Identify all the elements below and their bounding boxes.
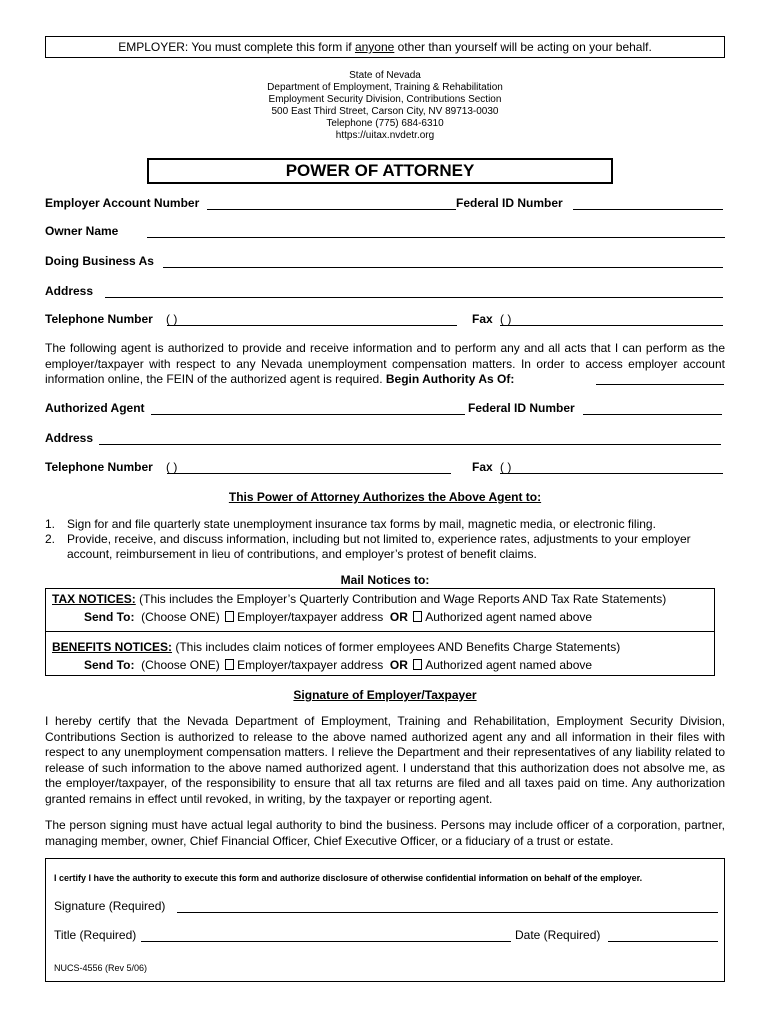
tax-employer-checkbox[interactable] [225, 611, 234, 622]
banner-suffix: other than yourself will be acting on your behalf. [394, 40, 652, 54]
employer-federal-id-field[interactable] [573, 209, 723, 210]
agent-federal-id-label: Federal ID Number [468, 401, 575, 415]
employer-account-label: Employer Account Number [45, 196, 200, 210]
dba-row [45, 254, 725, 270]
date-field[interactable] [608, 941, 718, 942]
signature-label: Signature (Required) [54, 899, 166, 913]
title-field[interactable] [141, 941, 511, 942]
employer-fax-field[interactable] [500, 325, 723, 326]
agent-fax-area: ( ) [500, 460, 512, 474]
employer-address-field[interactable] [105, 297, 723, 298]
tax-notices-desc: (This includes the Employer’s Quarterly Contribution and Wage Reports AND Tax Rate Statements) [135, 592, 667, 606]
certify-paragraph: I hereby certify that the Nevada Department of Employment, Training and Rehabilitation, Employment Security Division, Contributions Section is authorized to release to the above named authorized agent any and all information in their files with respect to any unemployment compensation matters. I relieve the Department and their representatives of any liability related to release of such information to the above named authorized agent. I understand that this authorization does not absolve me, as the employer/taxpayer, of the responsibility to ensure that all tax returns are filed and all taxes paid on time. Any authorization granted remains in effect until revoked, in writing, by the taxpayer or reporting agent. [45, 714, 725, 806]
benefits-agent-option: Authorized agent named above [425, 658, 593, 672]
agency-website: https://uitax.nvdetr.org [335, 130, 435, 141]
benefits-notices-line [52, 640, 620, 654]
agent-telephone-field[interactable] [167, 473, 451, 474]
benefits-employer-option: Employer/taxpayer address [237, 658, 384, 672]
date-label: Date (Required) [515, 928, 601, 942]
agent-fax-label: Fax [472, 460, 493, 474]
employer-telephone-area: ( ) [166, 312, 178, 326]
title-label: Title (Required) [54, 928, 137, 942]
signature-box [45, 858, 725, 982]
mail-notices-divider [46, 631, 714, 632]
agent-fax-field[interactable] [500, 473, 723, 474]
banner-emphasis: anyone [354, 40, 395, 54]
authorizes-item-text: Provide, receive, and discuss information, including but not limited to, experience rates, adjustments to your employer account, reimbursement in lieu of contributions, and employer’s protest of benefit claims. [67, 532, 691, 561]
authority-paragraph [45, 341, 725, 388]
tax-notices-line [52, 592, 666, 606]
begin-authority-field[interactable] [596, 384, 724, 385]
signing-authority-paragraph: The person signing must have actual legal authority to bind the business. Persons may include officer of a corporation, partner, managing member, owner, Chief Financial Officer, Chief Executive Officer, or a fiduciary of a trust or estate. [45, 818, 725, 848]
agent-federal-id-field[interactable] [583, 414, 722, 415]
form-number: NUCS-4556 (Rev 5/06) [54, 963, 148, 973]
benefits-send-to-line [84, 658, 592, 672]
employer-notice-banner [45, 36, 725, 58]
agent-address-label: Address [45, 431, 94, 445]
agent-phone-row [45, 460, 725, 476]
agent-row [45, 401, 725, 417]
authorized-agent-label: Authorized Agent [45, 401, 145, 415]
employer-phone-row [45, 312, 725, 328]
employer-address-label: Address [45, 284, 94, 298]
tax-or-text: OR [389, 610, 408, 624]
owner-name-field[interactable] [147, 237, 725, 238]
tax-notices-label: TAX NOTICES: [52, 592, 136, 606]
agency-telephone: Telephone (775) 684-6310 [326, 118, 444, 129]
agent-telephone-area: ( ) [166, 460, 178, 474]
employer-fax-label: Fax [472, 312, 493, 326]
employer-telephone-field[interactable] [167, 325, 457, 326]
agency-division: Employment Security Division, Contributions Section [268, 94, 502, 105]
authorizes-item-number: 2. [45, 532, 56, 546]
authorizes-heading: This Power of Attorney Authorizes the Above Agent to: [228, 490, 542, 504]
tax-send-to-line [84, 610, 592, 624]
benefits-choose-text: (Choose ONE) [141, 658, 220, 672]
authorizes-item-text: Sign for and file quarterly state unemployment insurance tax forms by mail, magnetic media, or electronic filing. [67, 517, 656, 531]
employer-account-field[interactable] [207, 209, 456, 210]
agent-address-field[interactable] [99, 444, 721, 445]
authorizes-item [45, 517, 725, 532]
signature-certification: I certify I have the authority to execute this form and authorize disclosure of otherwise confidential information on behalf of the employer. [54, 873, 643, 883]
mail-notices-heading: Mail Notices to: [340, 573, 430, 587]
authority-body: The following agent is authorized to provide and receive information and to perform any and all acts that I can perform as the employer/taxpayer with respect to any Nevada unemployment compensation matters. In order to access employer account information online, the FEIN of the authorized agent is required. [45, 341, 725, 386]
tax-employer-option: Employer/taxpayer address [237, 610, 384, 624]
tax-choose-text: (Choose ONE) [141, 610, 220, 624]
signature-field[interactable] [177, 912, 718, 913]
employer-fax-area: ( ) [500, 312, 512, 326]
begin-authority-label: Begin Authority As Of: [385, 372, 515, 386]
owner-name-label: Owner Name [45, 224, 119, 238]
authorizes-item [45, 532, 725, 562]
tax-send-to-label: Send To: [84, 610, 135, 624]
signature-row [54, 899, 718, 915]
dba-field[interactable] [163, 267, 723, 268]
authorized-agent-field[interactable] [151, 414, 465, 415]
employer-address-row [45, 284, 725, 300]
benefits-notices-desc: (This includes claim notices of former employees AND Benefits Charge Statements) [172, 640, 621, 654]
agent-address-row [45, 431, 725, 447]
authorizes-item-number: 1. [45, 517, 56, 531]
employer-federal-id-label: Federal ID Number [456, 196, 563, 210]
authorizes-list [45, 517, 725, 562]
benefits-send-to-label: Send To: [84, 658, 135, 672]
tax-agent-checkbox[interactable] [413, 611, 422, 622]
employer-account-row [45, 196, 725, 212]
mail-notices-box [45, 588, 715, 676]
benefits-employer-checkbox[interactable] [225, 659, 234, 670]
benefits-agent-checkbox[interactable] [413, 659, 422, 670]
employer-telephone-label: Telephone Number [45, 312, 153, 326]
benefits-notices-label: BENEFITS NOTICES: [52, 640, 173, 654]
form-title: POWER OF ATTORNEY [147, 158, 613, 184]
agent-telephone-label: Telephone Number [45, 460, 153, 474]
owner-name-row [45, 224, 725, 240]
tax-agent-option: Authorized agent named above [425, 610, 593, 624]
agency-state: State of Nevada [349, 70, 421, 81]
benefits-or-text: OR [389, 658, 408, 672]
dba-label: Doing Business As [45, 254, 154, 268]
agency-department: Department of Employment, Training & Rehabilitation [267, 82, 503, 93]
banner-prefix: EMPLOYER: You must complete this form if [118, 40, 355, 54]
signature-heading: Signature of Employer/Taxpayer [293, 688, 477, 702]
title-date-row [54, 928, 718, 944]
agency-address: 500 East Third Street, Carson City, NV 89713-0030 [271, 106, 499, 117]
